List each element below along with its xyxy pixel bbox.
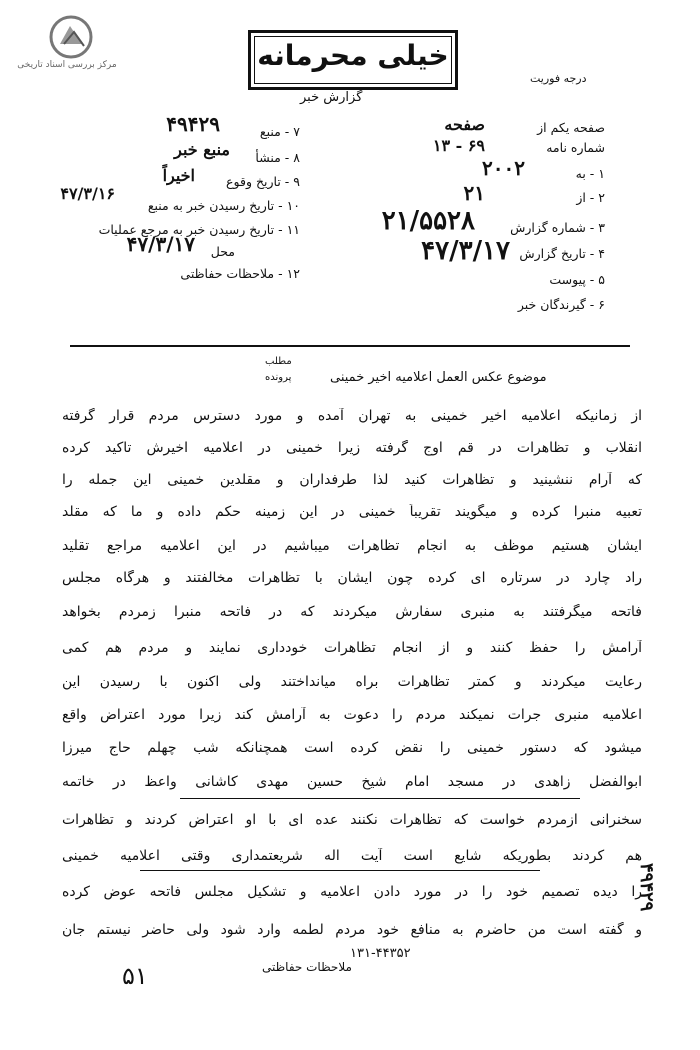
field-security-notes-label: ۱۲ - ملاحظات حفاظتی — [180, 266, 300, 281]
field-page-value: صفحه — [444, 115, 485, 134]
field-place-label: محل — [210, 244, 235, 259]
body-line: میشود که دستور خمینی را نقض کرده است همچنانکه شب چهلم حاج میرزا — [62, 740, 642, 756]
archive-logo-icon — [46, 14, 96, 60]
underline-mark — [140, 870, 540, 871]
field-received-source-label: ۱۰ - تاریخ رسیدن خبر به منبع — [147, 198, 300, 213]
field-report-no-value: ۲۱/۵۵۲۸ — [381, 206, 475, 236]
field-received-source-value: ۴۷/۳/۱۶ — [60, 184, 115, 203]
field-report-no-label: ۳ - شماره گزارش — [510, 220, 605, 235]
field-from-label: ۲ - از — [576, 190, 605, 205]
field-page-label: صفحه یکم از — [537, 120, 605, 135]
body-line: ابوالفضل زاهدی در مسجد امام شیخ حسین مهدی کاشانی واعظ در خاتمه — [62, 774, 642, 790]
subject-text: عکس العمل اعلامیه اخیر خمینی — [330, 370, 504, 385]
field-origin-value: منبع خبر — [174, 140, 230, 159]
body-line: راد چارد در سرتاره ای کرده چون ایشان با تظاهرات مخالفتند و هرگاه مجلس — [62, 570, 642, 586]
underline-mark — [180, 798, 580, 799]
subject-mark-1: مطلب — [265, 356, 292, 367]
body-line: انقلاب و تظاهرات در قم اوج گرفته زیرا خمینی در اعلامیه اخیرش تاکید کرده — [62, 440, 642, 456]
field-report-date-label: ۴ - تاریخ گزارش — [519, 246, 605, 261]
field-event-date-value: اخیراً — [162, 166, 195, 185]
subject-line — [330, 370, 547, 385]
page-number: ۵۱ — [122, 962, 148, 990]
field-report-date-value: ۴۷/۳/۱۷ — [421, 236, 510, 266]
body-line: اعلامیه منبری جرات نمیکند مردم را دعوت به آرامش کند زیرا مورد اعتراض واقع — [62, 707, 642, 723]
field-attachment-label: ۵ - پیوست — [549, 272, 605, 287]
body-line: تعبیه منبرا کرده و میگویند تقریباً خمینی در این زمینه حکم داده و ما که مقلد — [62, 504, 642, 520]
field-from-value: ۲۱ — [463, 181, 485, 205]
header-divider — [70, 345, 630, 347]
field-origin-label: ۸ - منشأ — [255, 150, 300, 165]
field-source-label: ۷ - منبع — [259, 124, 300, 139]
body-line: را دیده تصمیم خود را در مورد دادن اعلامیه و تشکیل مجلس فاتحه عوض کرده — [62, 884, 642, 900]
body-line: هم کردند بطوریکه شایع است آیت اله شریعتمداری وقتی اعلامیه خمینی — [62, 848, 642, 864]
field-source-value: ۴۹۴۲۹ — [166, 112, 220, 136]
body-line: آرامش را حفظ کنند و از انجام تظاهرات خودداری نمایند و مردم هم کمی — [62, 640, 642, 656]
report-type: گزارش خبر — [300, 90, 363, 105]
classification-stamp-text: خیلی محرمانه — [257, 39, 449, 72]
field-letter-no-label: شماره نامه — [546, 140, 605, 155]
body-line: از زمانیکه اعلامیه اخیر خمینی به تهران آمده و مورد دسترس مردم قرار گرفته — [62, 408, 642, 424]
body-line: فاتحه میگرفتند به منبری سفارش میکردند که در فاتحه منبرا زمردم بخواهد — [62, 604, 642, 620]
archive-logo-text: مرکز بررسی اسناد تاریخی — [17, 60, 117, 70]
field-place-value: ۴۷/۳/۱۷ — [126, 232, 195, 256]
subject-label: موضوع — [507, 370, 547, 385]
body-line: ایشان هستیم موظف به انجام تظاهرات میباشیم در این اعلامیه مراجع تقلید — [62, 538, 642, 554]
footer-security-stamp — [262, 960, 352, 974]
field-letter-no-value: ۱۳ - ۶۹ — [432, 136, 485, 155]
field-received-ops-label: ۱۱ - تاریخ رسیدن خبر به مرجع عملیات — [98, 222, 300, 237]
field-recipients-label: ۶ - گیرندگان خبر — [517, 297, 605, 312]
field-to-value: ۲۰۰۲ — [482, 156, 525, 180]
body-line: و گفته است من حاضرم به منافع خود مردم لطمه وارد شود ولی حاضر نیستم جان — [62, 922, 642, 938]
body-line: که آرام ننشینید و تظاهرات کنید لذا طرفداران و مقلدین خمینی این جمله را — [62, 472, 642, 488]
body-line: رعایت میکردند و کمتر تظاهرات براه میانداختند ولی اکنون با رسیدن این — [62, 674, 642, 690]
field-to-label: ۱ - به — [575, 166, 605, 181]
handwritten-side-note: ۴۹۴۲۹ — [636, 863, 657, 912]
classification-stamp — [248, 30, 458, 90]
body-line: سخنرانی ازمردم خواست که تظاهرات نکنند عده ای با او اعتراض کردند و تظاهرات — [62, 812, 642, 828]
footer-reference: ۱۳۱-۴۴۳۵۲ — [350, 946, 411, 961]
urgency-grade-label: درجه فوریت — [530, 72, 587, 85]
field-event-date-label: ۹ - تاریخ وقوع — [226, 174, 300, 189]
subject-mark-2: پرونده — [265, 372, 292, 383]
footer-stamp-text: ملاحظات حفاظتی — [262, 960, 352, 974]
